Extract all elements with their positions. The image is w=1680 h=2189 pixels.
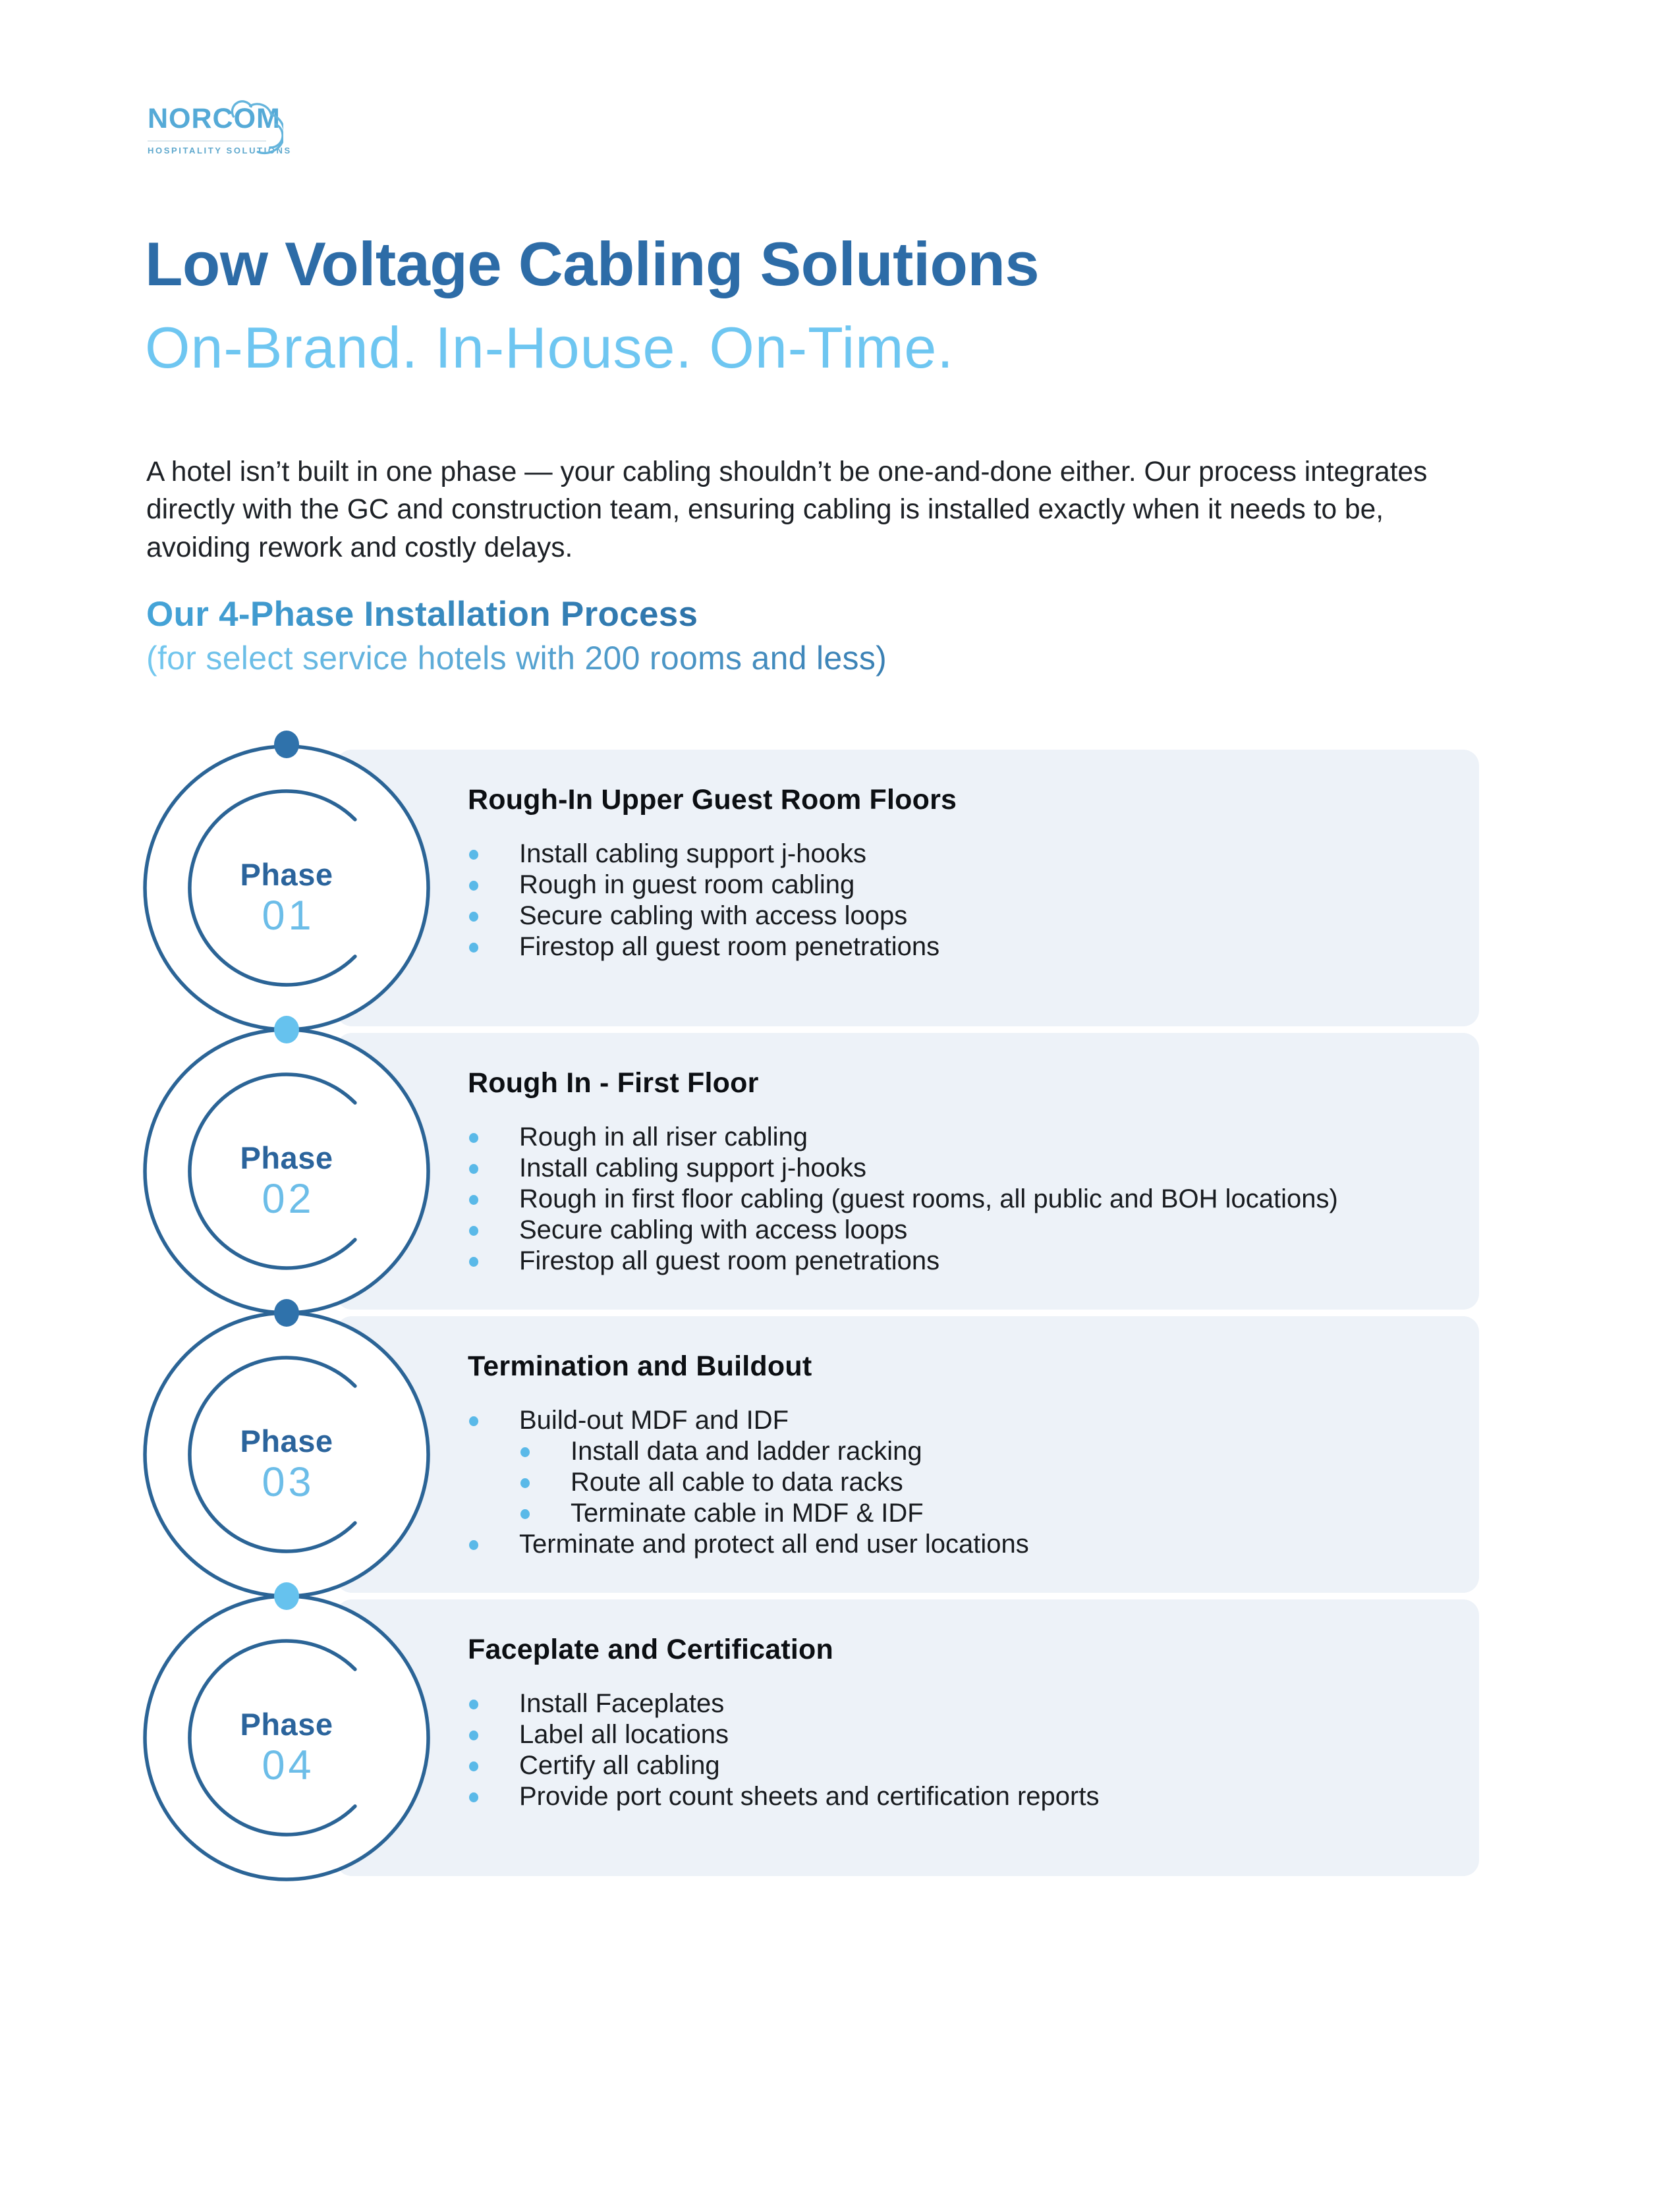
logo-lockup — [148, 103, 281, 142]
phase-number: 01 — [262, 893, 315, 939]
task-item — [468, 1688, 1440, 1719]
task-text: Terminate cable in MDF & IDF — [571, 1499, 924, 1528]
timeline-dot — [274, 1299, 299, 1327]
phase-label: Phase — [240, 1140, 333, 1175]
bullet-icon — [469, 1540, 478, 1550]
logo-tagline: HOSPITALITY SOLUTIONS — [148, 146, 292, 155]
task-text: Rough in all riser cabling — [519, 1122, 808, 1151]
page-title: Low Voltage Cabling Solutions — [145, 229, 1040, 298]
task-item — [468, 839, 1440, 870]
bullet-icon — [469, 1761, 478, 1771]
bullet-icon — [469, 1195, 478, 1205]
task-item — [468, 1750, 1440, 1781]
page-subtitle: On-Brand. In-House. On-Time. — [145, 315, 954, 380]
task-item — [468, 1184, 1440, 1215]
task-item — [468, 901, 1440, 931]
timeline-dot — [274, 731, 299, 758]
phase-label: Phase — [240, 1706, 333, 1742]
task-item — [519, 1467, 1440, 1498]
task-item — [468, 870, 1440, 901]
phase-circle-text — [143, 755, 430, 1042]
bullet-icon — [469, 1416, 478, 1426]
phase-card-04 — [336, 1599, 1479, 1876]
task-text: Install cabling support j-hooks — [519, 839, 866, 868]
section-title: Our 4-Phase Installation Process — [146, 595, 698, 634]
phase-circle-text — [143, 1321, 430, 1609]
section-subtitle: (for select service hotels with 200 rooms and less) — [146, 640, 887, 677]
task-item — [468, 1215, 1440, 1246]
task-item — [468, 1781, 1440, 1812]
bullet-icon — [520, 1509, 530, 1519]
task-text: Firestop all guest room penetrations — [519, 1246, 940, 1275]
logo-wordmark: NORCOM — [148, 103, 281, 134]
task-item — [519, 1436, 1440, 1467]
phase-row-02 — [143, 1033, 1479, 1310]
intro-paragraph: A hotel isn’t built in one phase — your cabling shouldn’t be one-and-done either. Our process integrates directly with the GC and construction team, ensuring cabling is installed exactly when it needs to be, avoiding rework and costly delays. — [146, 457, 1428, 563]
task-item — [468, 931, 1440, 962]
task-item — [519, 1498, 1440, 1529]
phase-number: 03 — [262, 1459, 315, 1506]
phase-row-03 — [143, 1316, 1479, 1593]
phase-circle-text — [143, 1038, 430, 1325]
task-text: Install cabling support j-hooks — [519, 1153, 866, 1182]
phase-number: 04 — [262, 1742, 315, 1789]
task-text: Terminate and protect all end user locations — [519, 1530, 1029, 1559]
task-item — [468, 1122, 1440, 1153]
logo — [148, 103, 319, 155]
phase-timeline — [143, 750, 1479, 1877]
bullet-icon — [469, 1731, 478, 1740]
task-text: Rough in first floor cabling (guest rooms, all public and BOH locations) — [519, 1184, 1338, 1213]
timeline-dot — [274, 1016, 299, 1043]
bullet-icon — [469, 1792, 478, 1802]
task-item — [468, 1405, 1440, 1436]
task-item — [468, 1719, 1440, 1750]
task-text: Install data and ladder racking — [571, 1437, 922, 1466]
phase-card-title: Termination and Buildout — [468, 1350, 812, 1382]
phase-card-title: Rough In - First Floor — [468, 1067, 759, 1099]
phase-number: 02 — [262, 1176, 315, 1223]
task-item — [468, 1153, 1440, 1184]
task-text: Route all cable to data racks — [571, 1468, 903, 1497]
bullet-icon — [469, 881, 478, 891]
task-text: Secure cabling with access loops — [519, 901, 908, 930]
bullet-icon — [469, 1257, 478, 1267]
task-text: Rough in guest room cabling — [519, 870, 855, 899]
phase-label: Phase — [240, 856, 333, 892]
bullet-icon — [520, 1447, 530, 1457]
phase-card-03 — [336, 1316, 1479, 1593]
bullet-icon — [469, 1700, 478, 1709]
bullet-icon — [469, 1133, 478, 1143]
bullet-icon — [469, 943, 478, 953]
bullet-icon — [469, 850, 478, 860]
bullet-icon — [469, 1164, 478, 1174]
task-text: Install Faceplates — [519, 1689, 725, 1718]
phase-task-list — [468, 1405, 1440, 1560]
phase-card-01 — [336, 750, 1479, 1026]
phase-card-title: Rough-In Upper Guest Room Floors — [468, 784, 957, 816]
task-text: Firestop all guest room penetrations — [519, 932, 940, 961]
phase-task-list — [468, 1122, 1440, 1277]
phase-label: Phase — [240, 1423, 333, 1458]
task-text: Certify all cabling — [519, 1751, 720, 1780]
phase-row-04 — [143, 1599, 1479, 1876]
timeline-dot — [274, 1582, 299, 1610]
phase-row-01 — [143, 750, 1479, 1026]
cloud-icon — [228, 94, 283, 159]
task-item — [468, 1529, 1440, 1560]
task-text: Secure cabling with access loops — [519, 1215, 908, 1244]
task-item — [468, 1246, 1440, 1277]
bullet-icon — [520, 1478, 530, 1488]
phase-circle-text — [143, 1605, 430, 1892]
task-text: Build-out MDF and IDF — [519, 1406, 789, 1435]
phase-card-title: Faceplate and Certification — [468, 1634, 833, 1665]
task-text: Provide port count sheets and certification reports — [519, 1782, 1100, 1811]
bullet-icon — [469, 912, 478, 922]
phase-task-list — [468, 1688, 1440, 1812]
phase-card-02 — [336, 1033, 1479, 1310]
task-text: Label all locations — [519, 1720, 729, 1749]
phase-task-list — [468, 839, 1440, 962]
bullet-icon — [469, 1226, 478, 1236]
